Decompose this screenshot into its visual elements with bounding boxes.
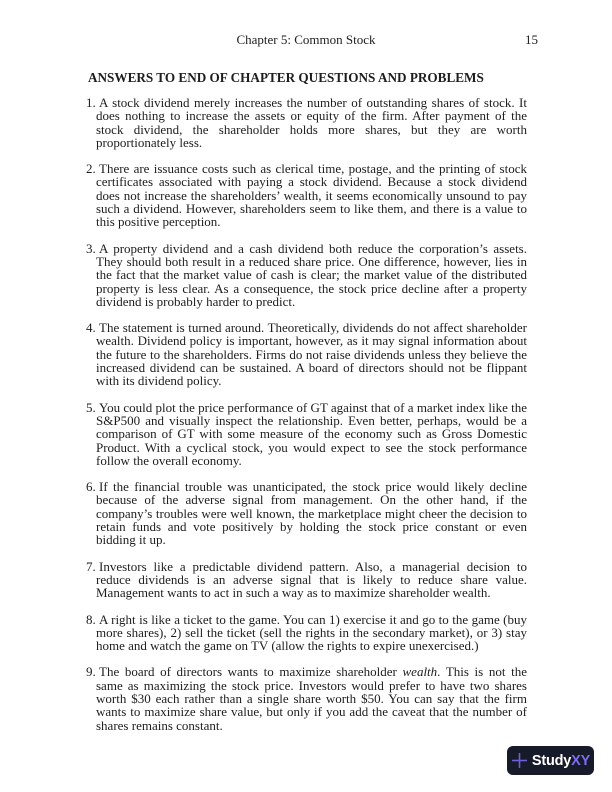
answer-item-4 — [86, 321, 527, 387]
brand-name-accent: XY — [571, 752, 591, 769]
brand-name — [532, 753, 590, 769]
item-number: 6. — [86, 479, 96, 495]
item-text: The board of directors wants to maximize shareholder — [99, 664, 403, 680]
answer-item-2 — [86, 162, 527, 228]
item-text: You could plot the price performance of GT against that of a market index like the S&P500 and visually inspect the relationship. Even better, perhaps, would be a comparison of GT with some measure of the economy such as Gross Domestic Product. With a cyclical stock, you would expect to see the stock performance follow the overall economy. — [96, 399, 527, 468]
item-text: . This is not the same as maximizing the stock price. Investors would prefer to have two shares worth $30 each rather than a single share worth $50. You can say that the firm wants to maximize share value, but only if you add the caveat that the number of shares remains constant. — [96, 664, 527, 733]
item-number: 8. — [86, 611, 96, 627]
page-number: 15 — [525, 32, 538, 47]
item-text: Investors like a predictable dividend pattern. Also, a managerial decision to reduce dividends is an adverse signal that is likely to reduce share value. Management wants to act in such a way as to maximize shareholder wealth. — [96, 558, 527, 601]
item-text: A property dividend and a cash dividend both reduce the corporation’s assets. They should both result in a reduced share price. One difference, however, lies in the fact that the market value of cash is clear; the market value of the distributed property is less clear. As a consequence, the stock price decline after a property dividend is probably harder to predict. — [96, 240, 527, 309]
answer-item-1 — [86, 96, 527, 149]
item-number: 4. — [86, 320, 96, 336]
studyxy-logo-badge — [507, 746, 594, 775]
item-text-italic: wealth — [402, 664, 438, 680]
item-number: 2. — [86, 161, 96, 177]
answer-item-8 — [86, 613, 527, 653]
answer-item-7 — [86, 560, 527, 600]
answer-item-9 — [86, 665, 527, 731]
item-text: The statement is turned around. Theoretically, dividends do not affect shareholder wealth. Dividend policy is important, however, as it may signal information about the future to the shareholders. Firms do not raise dividends unless they believe the increased dividend can be sustained. A board of directors should not be flippant with its dividend policy. — [96, 320, 527, 389]
item-number: 9. — [86, 664, 96, 680]
section-heading: ANSWERS TO END OF CHAPTER QUESTIONS AND PROBLEMS — [88, 70, 484, 85]
chapter-header-title: Chapter 5: Common Stock — [236, 32, 376, 47]
item-number: 7. — [86, 558, 96, 574]
running-header — [72, 33, 540, 46]
answers-list — [86, 96, 527, 745]
item-number: 1. — [86, 95, 96, 110]
answer-item-5 — [86, 401, 527, 467]
answer-item-3 — [86, 242, 527, 308]
brand-name-primary: Study — [531, 752, 572, 769]
item-text: A right is like a ticket to the game. You can 1) exercise it and go to the game (buy more shares), 2) sell the ticket (sell the rights in the secondary market), or 3) stay home and watch the game on TV (allow the rights to expire unexercised.) — [96, 611, 527, 654]
plus-icon — [511, 752, 528, 769]
item-text: If the financial trouble was unanticipated, the stock price would likely decline because of the adverse signal from management. On the other hand, if the company’s troubles were well known, the marketplace might cheer the decision to retain funds and vote positively by holding the stock price constant or even bidding it up. — [96, 479, 527, 548]
item-number: 5. — [86, 399, 96, 415]
item-number: 3. — [86, 240, 96, 256]
item-text: A stock dividend merely increases the number of outstanding shares of stock. It does nothing to increase the assets or equity of the firm. After payment of the stock dividend, the shareholder holds more shares, but they are worth proportionately less. — [96, 95, 527, 150]
item-text: There are issuance costs such as clerical time, postage, and the printing of stock certificates associated with paying a stock dividend. Because a stock dividend does not increase the shareholders’ wealth, it seems economically unsound to pay such a dividend. However, shareholders seem to like them, and there is a value to this positive perception. — [96, 161, 527, 230]
answer-item-6 — [86, 480, 527, 546]
